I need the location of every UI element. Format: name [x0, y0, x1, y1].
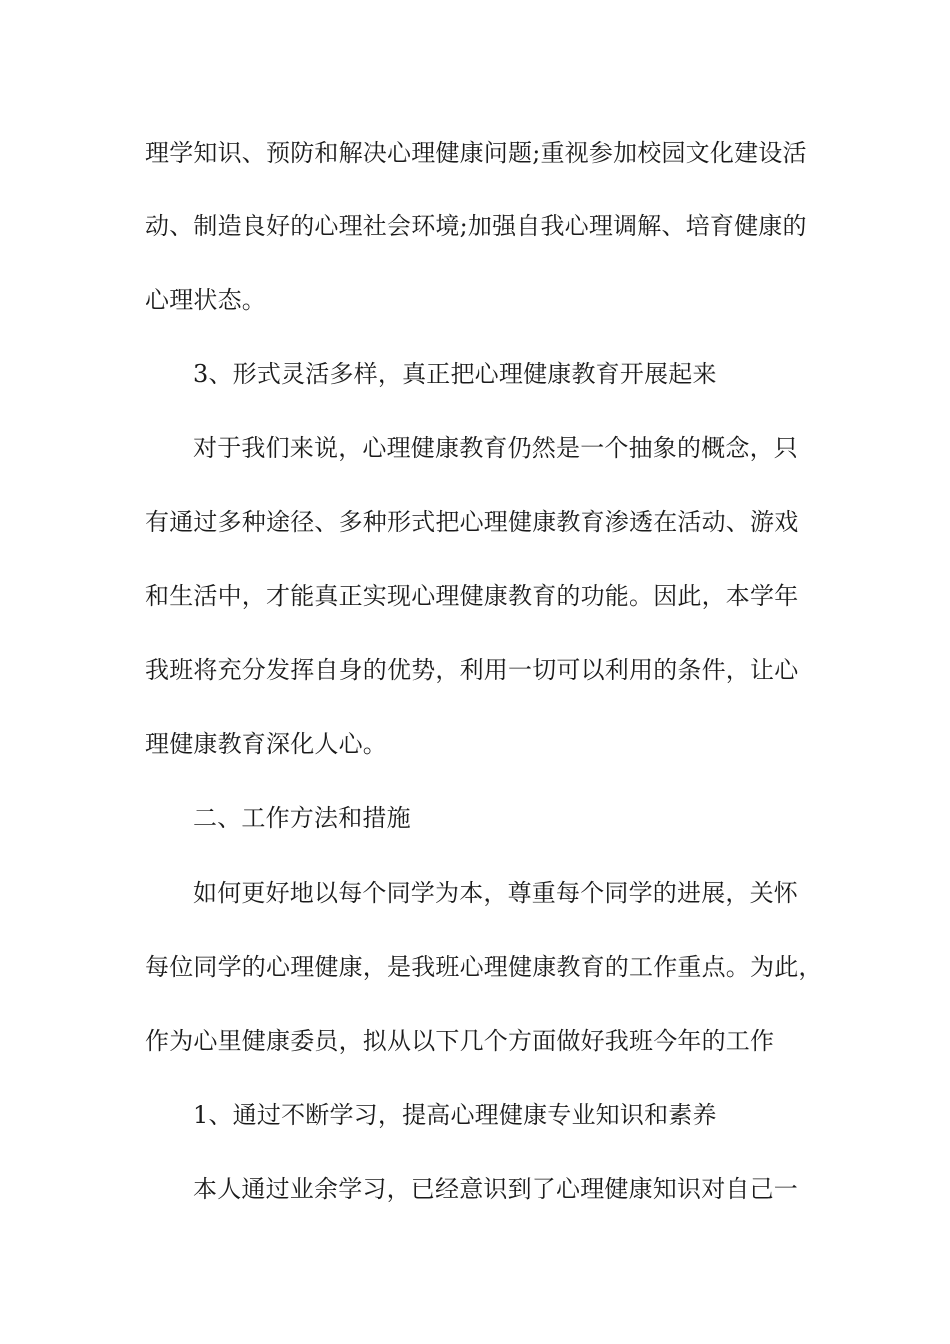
text-line: 心理状态。: [145, 286, 266, 314]
text-line: 如何更好地以每个同学为本，尊重每个同学的进展，关怀: [193, 879, 798, 907]
section-heading: 3、形式灵活多样，真正把心理健康教育开展起来: [193, 360, 717, 388]
section-heading: 1、通过不断学习，提高心理健康专业知识和素养: [193, 1101, 717, 1129]
text-line: 理健康教育深化人心。: [145, 730, 387, 758]
section-heading: 二、工作方法和措施: [193, 804, 411, 832]
text-line: 我班将充分发挥自身的优势，利用一切可以利用的条件，让心: [145, 656, 799, 684]
text-line: 和生活中，才能真正实现心理健康教育的功能。因此，本学年: [145, 582, 799, 610]
text-line: 每位同学的心理健康，是我班心理健康教育的工作重点。为此，: [145, 953, 823, 981]
text-line: 理学知识、预防和解决心理健康问题;重视参加校园文化建设活: [145, 139, 807, 167]
text-line: 对于我们来说，心理健康教育仍然是一个抽象的概念，只: [193, 434, 798, 462]
text-line: 有通过多种途径、多种形式把心理健康教育渗透在活动、游戏: [145, 508, 799, 536]
text-line: 本人通过业余学习，已经意识到了心理健康知识对自己一: [193, 1175, 798, 1203]
text-line: 动、制造良好的心理社会环境;加强自我心理调解、培育健康的: [145, 212, 807, 240]
text-line: 作为心里健康委员，拟从以下几个方面做好我班今年的工作: [145, 1027, 775, 1055]
